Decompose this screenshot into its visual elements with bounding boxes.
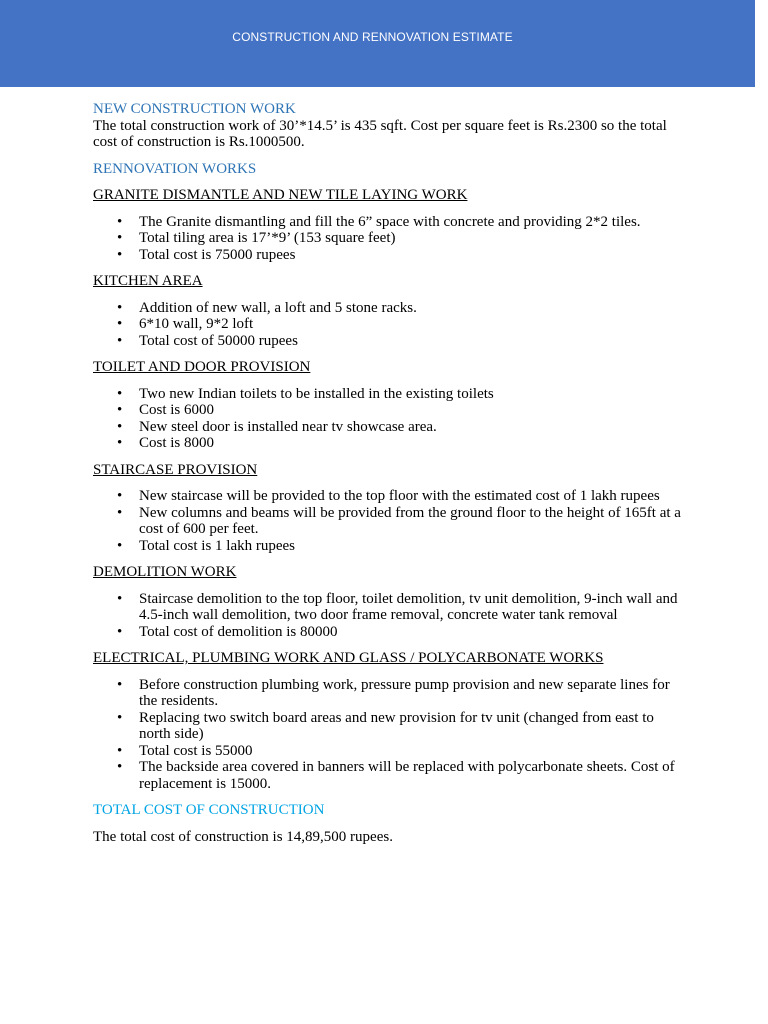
bullet-icon: •: [117, 709, 123, 726]
document-body: [93, 101, 683, 845]
section-heading: STAIRCASE PROVISION: [93, 461, 258, 478]
list-item: [93, 624, 683, 641]
list-item-text: The backside area covered in banners will be replaced with polycarbonate sheets. Cost of replacement is 15000.: [139, 759, 675, 792]
list-item: [93, 505, 683, 538]
list-item-text: New columns and beams will be provided from the ground floor to the height of 165ft at a cost of 600 per feet.: [139, 504, 681, 537]
bullet-icon: •: [117, 385, 123, 402]
bullet-list: [93, 300, 683, 350]
list-item-text: Replacing two switch board areas and new provision for tv unit (changed from east to north side): [139, 709, 654, 742]
list-item-text: New staircase will be provided to the top floor with the estimated cost of 1 lakh rupees: [139, 488, 660, 504]
new-construction-text: The total construction work of 30’*14.5’ is 435 sqft. Cost per square feet is Rs.2300 so the total cost of construction is Rs.1000500.: [93, 117, 667, 150]
list-item-text: Cost is 8000: [139, 435, 215, 451]
bullet-list: [93, 677, 683, 793]
list-item-text: Staircase demolition to the top floor, toilet demolition, tv unit demolition, 9-inch wall and 4.5-inch wall demolition, two door frame removal, concrete water tank removal: [139, 590, 678, 623]
list-item-text: Total tiling area is 17’*9’ (153 square feet): [139, 230, 396, 246]
bullet-icon: •: [117, 623, 123, 640]
renovation-heading: RENNOVATION WORKS: [93, 160, 257, 177]
bullet-icon: •: [117, 299, 123, 316]
total-cost-heading: TOTAL COST OF CONSTRUCTION: [93, 802, 325, 818]
list-item-text: Addition of new wall, a loft and 5 stone racks.: [139, 299, 417, 316]
bullet-list: [93, 591, 683, 641]
section-heading: GRANITE DISMANTLE AND NEW TILE LAYING WORK: [93, 187, 468, 203]
list-item-text: Total cost is 55000: [139, 742, 253, 759]
list-item: [93, 300, 683, 317]
list-item: [93, 402, 683, 419]
bullet-icon: •: [117, 504, 123, 521]
bullet-list: [93, 488, 683, 554]
bullet-icon: •: [117, 213, 123, 230]
list-item-text: Total cost is 1 lakh rupees: [139, 537, 295, 554]
bullet-list: [93, 386, 683, 452]
bullet-icon: •: [117, 676, 123, 693]
list-item: [93, 677, 683, 710]
list-item-text: Before construction plumbing work, pressure pump provision and new separate lines for the residents.: [139, 676, 670, 709]
list-item: [93, 230, 683, 247]
list-item-text: The Granite dismantling and fill the 6” space with concrete and providing 2*2 tiles.: [139, 213, 641, 230]
new-construction-heading: NEW CONSTRUCTION WORK: [93, 101, 296, 117]
list-item: [93, 316, 683, 333]
bullet-icon: •: [117, 230, 123, 246]
total-cost-text: The total cost of construction is 14,89,500 rupees.: [93, 828, 393, 845]
bullet-icon: •: [117, 332, 123, 349]
bullet-icon: •: [117, 742, 123, 759]
list-item: [93, 419, 683, 436]
bullet-icon: •: [117, 759, 123, 775]
list-item: [93, 247, 683, 264]
list-item: [93, 710, 683, 743]
list-item: [93, 386, 683, 403]
renovation-sections: [93, 187, 683, 802]
section-heading: DEMOLITION WORK: [93, 564, 237, 580]
bullet-icon: •: [117, 435, 123, 451]
bullet-icon: •: [117, 418, 123, 435]
list-item: [93, 759, 683, 792]
list-item-text: Total cost of 50000 rupees: [139, 332, 298, 349]
bullet-icon: •: [117, 590, 123, 607]
bullet-icon: •: [117, 537, 123, 554]
list-item-text: Total cost of demolition is 80000: [139, 623, 338, 640]
bullet-list: [93, 214, 683, 264]
list-item-text: Two new Indian toilets to be installed in the existing toilets: [139, 385, 494, 402]
bullet-icon: •: [117, 488, 123, 504]
list-item: [93, 214, 683, 231]
list-item-text: Cost is 6000: [139, 402, 215, 418]
list-item-text: 6*10 wall, 9*2 loft: [139, 316, 254, 332]
document-title: CONSTRUCTION AND RENNOVATION ESTIMATE: [232, 30, 513, 44]
section-heading: TOILET AND DOOR PROVISION: [93, 359, 311, 375]
bullet-icon: •: [117, 316, 123, 332]
list-item: [93, 333, 683, 350]
list-item: [93, 435, 683, 452]
section-heading: KITCHEN AREA: [93, 273, 203, 289]
list-item-text: New steel door is installed near tv showcase area.: [139, 418, 437, 435]
bullet-icon: •: [117, 402, 123, 418]
list-item-text: Total cost is 75000 rupees: [139, 246, 296, 263]
list-item: [93, 488, 683, 505]
list-item: [93, 743, 683, 760]
bullet-icon: •: [117, 246, 123, 263]
section-heading: ELECTRICAL, PLUMBING WORK AND GLASS / POLYCARBONATE WORKS: [93, 650, 604, 666]
list-item: [93, 591, 683, 624]
list-item: [93, 538, 683, 555]
